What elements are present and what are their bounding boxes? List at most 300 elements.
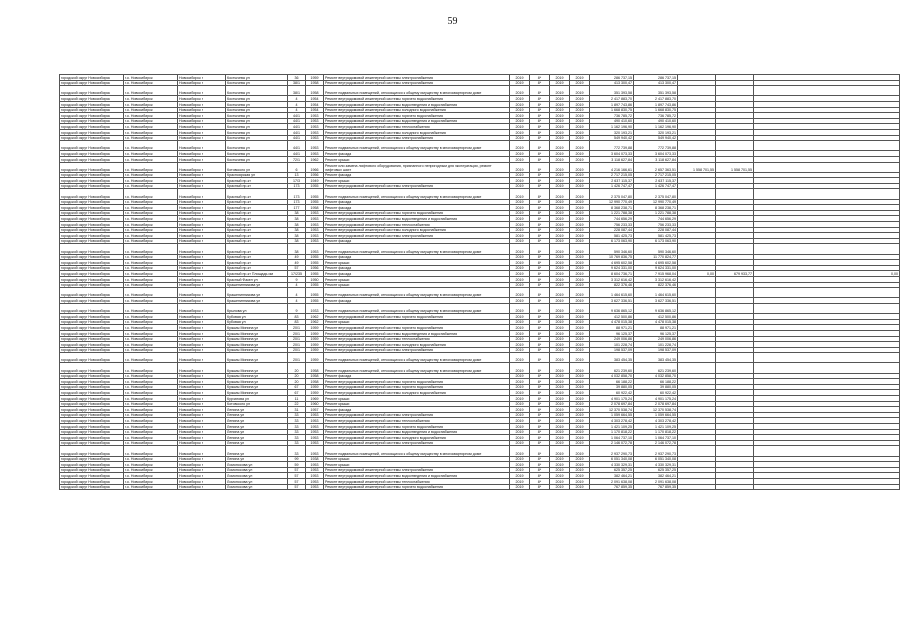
cell-other-cost [716,363,754,373]
cell-total-cost: 3 627 336,51 [590,298,634,304]
cell-total-cost: 4 032 858,70 [590,373,634,379]
cell-category: 8* [530,118,550,124]
cell-house-number: 173 [288,199,306,205]
cell-house-number: 38 [288,238,306,244]
cell-start-year: 2019 [550,244,570,254]
cell-fund-cost: 772 739,88 [634,141,678,151]
cell-locality: Новосибирск г [178,353,226,363]
cell-end-year: 2019 [570,325,590,331]
cell-locality: Новосибирск г [178,260,226,266]
cell-work-type: Ремонт внутридомовой инженерной системы водоотведения и водоснабжения [324,118,510,124]
cell-locality: Новосибирск г [178,435,226,441]
cell-end-year: 2019 [570,347,590,353]
cell-end-year: 2019 [570,118,590,124]
cell-start-year: 2019 [550,282,570,288]
cell-locality: Новосибирск г [178,319,226,325]
cell-total-cost: 249 006,86 [590,336,634,342]
cell-total-cost: 1 464 615,60 [590,288,634,298]
cell-category: 8* [530,418,550,424]
cell-note [754,86,900,96]
cell-category: 8* [530,467,550,473]
cell-locality: Новосибирск г [178,205,226,211]
cell-work-type: Ремонт внутридомовой инженерной системы теплоснабжения [324,222,510,228]
cell-start-year: 2019 [550,288,570,298]
cell-total-cost: 2 937 290,73 [590,446,634,456]
cell-municipality: городской округ Новосибирск [60,407,124,413]
cell-locality: Новосибирск г [178,478,226,484]
cell-note [754,353,900,363]
cell-category: 8* [530,156,550,162]
cell-note [754,162,900,172]
cell-municipality: городской округ Новосибирск [60,222,124,228]
cell-plan-year: 2019 [510,101,530,107]
cell-house-number: 44/1 [288,113,306,119]
cell-start-year: 2019 [550,303,570,313]
cell-urban-district: г.о. Новосибирск [124,396,178,402]
cell-start-year: 2019 [550,384,570,390]
cell-locality: Новосибирск г [178,407,226,413]
cell-work-type: Ремонт крыши [324,462,510,468]
cell-total-cost: 744 656,29 [590,216,634,222]
cell-end-year: 2019 [570,86,590,96]
cell-fund-cost: 3 604 073,33 [634,151,678,157]
cell-build-year: 1959 [306,353,324,363]
cell-urban-district: г.о. Новосибирск [124,353,178,363]
cell-municipality: городской округ Новосибирск [60,96,124,102]
cell-work-type: Ремонт подвальных помещений, относящихся к общему имуществу в многоквартирном доме [324,303,510,313]
cell-category: 8* [530,429,550,435]
cell-budget-cost [678,244,716,254]
cell-house-number: 4 [288,101,306,107]
cell-fund-cost: 744 656,29 [634,216,678,222]
cell-build-year: 1953 [306,473,324,479]
cell-build-year: 1953 [306,429,324,435]
cell-work-type: Ремонт внутридомовой инженерной системы электроснабжения [324,135,510,141]
table-row [60,363,900,373]
cell-locality: Новосибирск г [178,336,226,342]
cell-municipality: городской округ Новосибирск [60,199,124,205]
cell-work-type: Ремонт внутридомовой инженерной системы горячего водоснабжения [324,384,510,390]
cell-fund-cost: 12 370 538,74 [634,407,678,413]
cell-end-year: 2019 [570,244,590,254]
cell-street: Кузьмы Минина ул [226,363,288,373]
cell-work-type: Ремонт крыши [324,401,510,407]
cell-budget-cost [678,353,716,363]
cell-total-cost: 3 118 627,84 [590,156,634,162]
cell-work-type: Ремонт внутридомовой инженерной системы горячего водоснабжения [324,210,510,216]
cell-build-year: 1955 [306,271,324,277]
cell-house-number: 67 [288,390,306,396]
cell-street: Крашенинникова ул [226,282,288,288]
cell-locality: Новосибирск г [178,325,226,331]
cell-plan-year: 2019 [510,396,530,402]
cell-fund-cost: 4 478 015,38 [634,319,678,325]
cell-note [754,484,900,490]
cell-house-number: 44/1 [288,141,306,151]
cell-plan-year: 2019 [510,429,530,435]
cell-plan-year: 2019 [510,353,530,363]
cell-end-year: 2019 [570,124,590,130]
cell-build-year: 1958 [306,86,324,96]
cell-locality: Новосибирск г [178,80,226,86]
cell-budget-cost [678,484,716,490]
cell-urban-district: г.о. Новосибирск [124,435,178,441]
cell-other-cost: 679 933,77 [716,271,754,277]
cell-house-number: 177 [288,205,306,211]
cell-municipality: городской округ Новосибирск [60,271,124,277]
cell-locality: Новосибирск г [178,124,226,130]
cell-category: 8* [530,178,550,184]
cell-fund-cost: 625 357,25 [634,467,678,473]
cell-house-number: 20 [288,373,306,379]
cell-note [754,363,900,373]
cell-total-cost: 412 500,86 [590,314,634,320]
cell-fund-cost: 490 410,60 [634,118,678,124]
cell-municipality: городской округ Новосибирск [60,101,124,107]
cell-work-type: Ремонт внутридомовой инженерной системы водоотведения и водоснабжения [324,330,510,336]
cell-fund-cost: 1 059 664,55 [634,412,678,418]
cell-total-cost: 590 346,60 [590,244,634,254]
cell-start-year: 2019 [550,141,570,151]
cell-street: Ленина ул [226,424,288,430]
cell-house-number: 173 [288,189,306,199]
cell-total-cost: 4 901 175,24 [590,396,634,402]
cell-category: 8* [530,162,550,172]
cell-build-year: 1953 [306,418,324,424]
cell-locality: Новосибирск г [178,363,226,373]
cell-category: 8* [530,478,550,484]
cell-plan-year: 2019 [510,135,530,141]
cell-end-year: 2019 [570,314,590,320]
cell-fund-cost: 12 990 770,49 [634,199,678,205]
cell-category: 8* [530,462,550,468]
cell-total-cost: 1 668 830,75 [590,107,634,113]
cell-end-year: 2019 [570,135,590,141]
cell-category: 8* [530,396,550,402]
cell-street: Красный пр-кт [226,178,288,184]
cell-urban-district: г.о. Новосибирск [124,135,178,141]
cell-build-year: 1954 [306,107,324,113]
cell-total-cost: 6 173 063,90 [590,238,634,244]
cell-end-year: 2019 [570,129,590,135]
cell-total-cost: 2 717 215,05 [590,172,634,178]
cell-municipality: городской округ Новосибирск [60,210,124,216]
cell-house-number: 36 [288,75,306,81]
cell-end-year: 2019 [570,342,590,348]
cell-fund-cost: 736 785,72 [634,113,678,119]
cell-start-year: 2019 [550,135,570,141]
cell-fund-cost: 286 737,15 [634,75,678,81]
cell-start-year: 2019 [550,467,570,473]
cell-total-cost: 490 410,60 [590,118,634,124]
cell-total-cost: 767 859,35 [590,484,634,490]
cell-street: Красный пр-кт [226,244,288,254]
cell-locality: Новосибирск г [178,233,226,239]
cell-street: Ломоносова ул [226,473,288,479]
cell-total-cost: 351 393,58 [590,86,634,96]
cell-build-year: 1953 [306,462,324,468]
cell-locality: Новосибирск г [178,151,226,157]
cell-locality: Новосибирск г [178,162,226,172]
cell-street: Красный пр-кт [226,210,288,216]
cell-house-number: 20/1 [288,336,306,342]
cell-fund-cost: 2 717 215,05 [634,172,678,178]
cell-municipality: городской округ Новосибирск [60,205,124,211]
cell-start-year: 2019 [550,75,570,81]
cell-plan-year: 2019 [510,319,530,325]
cell-end-year: 2019 [570,254,590,260]
cell-total-cost: 8 604 736,71 [590,271,634,277]
cell-build-year: 1958 [306,205,324,211]
cell-work-type: Ремонт фасада [324,205,510,211]
cell-municipality: городской округ Новосибирск [60,478,124,484]
cell-street: Красный пр-кт [226,183,288,189]
cell-street: Красный пр-кт [226,189,288,199]
cell-build-year: 1957 [306,407,324,413]
cell-municipality: городской округ Новосибирск [60,435,124,441]
cell-urban-district: г.о. Новосибирск [124,238,178,244]
cell-category: 8* [530,319,550,325]
cell-urban-district: г.о. Новосибирск [124,118,178,124]
cell-municipality: городской округ Новосибирск [60,467,124,473]
cell-municipality: городской округ Новосибирск [60,141,124,151]
cell-urban-district: г.о. Новосибирск [124,178,178,184]
cell-end-year: 2019 [570,418,590,424]
cell-municipality: городской округ Новосибирск [60,401,124,407]
cell-plan-year: 2019 [510,178,530,184]
cell-total-cost: 4 303 278,42 [590,418,634,424]
cell-end-year: 2019 [570,484,590,490]
cell-start-year: 2019 [550,183,570,189]
cell-fund-cost: 4 901 175,24 [634,396,678,402]
cell-work-type: Ремонт внутридомовой инженерной системы горячего водоснабжения [324,379,510,385]
cell-house-number: 20/1 [288,330,306,336]
cell-start-year: 2019 [550,473,570,479]
cell-category: 8* [530,183,550,189]
cell-urban-district: г.о. Новосибирск [124,271,178,277]
cell-start-year: 2019 [550,227,570,233]
cell-urban-district: г.о. Новосибирск [124,373,178,379]
cell-total-cost: 1 064 737,10 [590,435,634,441]
cell-end-year: 2019 [570,276,590,282]
cell-street: Красный пр-кт [226,254,288,260]
cell-start-year: 2019 [550,319,570,325]
cell-municipality: городской округ Новосибирск [60,418,124,424]
cell-municipality: городской округ Новосибирск [60,440,124,446]
cell-category: 8* [530,314,550,320]
cell-urban-district: г.о. Новосибирск [124,424,178,430]
cell-fund-cost: 3 627 336,51 [634,298,678,304]
cell-urban-district: г.о. Новосибирск [124,401,178,407]
cell-build-year: 1953 [306,124,324,130]
cell-category: 8* [530,347,550,353]
cell-plan-year: 2019 [510,113,530,119]
cell-start-year: 2019 [550,260,570,266]
cell-street: Котовского ул [226,162,288,172]
cell-work-type: Ремонт внутридомовой инженерной системы теплоснабжения [324,336,510,342]
cell-locality: Новосибирск г [178,462,226,468]
cell-municipality: городской округ Новосибирск [60,80,124,86]
cell-end-year: 2019 [570,107,590,113]
cell-municipality: городской округ Новосибирск [60,238,124,244]
cell-category: 8* [530,484,550,490]
cell-urban-district: г.о. Новосибирск [124,75,178,81]
cell-plan-year: 2019 [510,244,530,254]
cell-build-year: 1958 [306,379,324,385]
cell-category: 8* [530,440,550,446]
cell-total-cost: 2 146 072,78 [590,440,634,446]
cell-street: Красный пр-кт [226,199,288,205]
cell-house-number: 44/1 [288,151,306,157]
cell-locality: Новосибирск г [178,254,226,260]
cell-work-type: Ремонт внутридомовой инженерной системы электроснабжения [324,75,510,81]
cell-plan-year: 2019 [510,435,530,441]
cell-work-type: Ремонт внутридомовой инженерной системы водоотведения и водоснабжения [324,429,510,435]
cell-house-number: 9 [288,276,306,282]
cell-category: 8* [530,363,550,373]
cell-start-year: 2019 [550,353,570,363]
cell-start-year: 2019 [550,484,570,490]
cell-locality: Новосибирск г [178,244,226,254]
cell-municipality: городской округ Новосибирск [60,75,124,81]
cell-category: 8* [530,353,550,363]
cell-street: Костычева ул [226,96,288,102]
cell-house-number: 4 [288,282,306,288]
cell-plan-year: 2019 [510,401,530,407]
cell-category: 8* [530,107,550,113]
cell-urban-district: г.о. Новосибирск [124,233,178,239]
cell-end-year: 2019 [570,101,590,107]
cell-fund-cost: 1 421 109,25 [634,424,678,430]
cell-end-year: 2019 [570,222,590,228]
cell-end-year: 2019 [570,141,590,151]
cell-locality: Новосибирск г [178,216,226,222]
cell-end-year: 2019 [570,303,590,313]
cell-work-type: Ремонт или замена лифтового оборудования, признанного непригодным для эксплуатации, ремонт лифтовых шахт [324,162,510,172]
cell-fund-cost: 1 170 818,22 [634,429,678,435]
cell-build-year: 1953 [306,129,324,135]
cell-start-year: 2019 [550,96,570,102]
cell-start-year: 2019 [550,412,570,418]
cell-street: Котовского ул [226,401,288,407]
cell-house-number: 67 [288,384,306,390]
cell-work-type: Ремонт внутридомовой инженерной системы электроснабжения [324,347,510,353]
cell-build-year: 1953 [306,113,324,119]
cell-work-type: Ремонт фасада [324,407,510,413]
cell-plan-year: 2019 [510,86,530,96]
cell-end-year: 2019 [570,260,590,266]
cell-work-type: Ремонт внутридомовой инженерной системы электроснабжения [324,183,510,189]
cell-start-year: 2019 [550,298,570,304]
cell-fund-cost: 383 454,35 [634,353,678,363]
cell-end-year: 2019 [570,210,590,216]
cell-category: 8* [530,227,550,233]
cell-category: 8* [530,244,550,254]
cell-urban-district: г.о. Новосибирск [124,124,178,130]
cell-category: 8* [530,407,550,413]
cell-locality: Новосибирск г [178,222,226,228]
cell-plan-year: 2019 [510,418,530,424]
cell-build-year: 1959 [306,336,324,342]
cell-plan-year: 2019 [510,440,530,446]
cell-start-year: 2019 [550,462,570,468]
cell-urban-district: г.о. Новосибирск [124,265,178,271]
cell-locality: Новосибирск г [178,210,226,216]
cell-work-type: Ремонт внутридомовой инженерной системы электроснабжения [324,233,510,239]
cell-category: 8* [530,456,550,462]
cell-street: Ленина ул [226,435,288,441]
cell-street: Ленина ул [226,407,288,413]
cell-category: 8* [530,412,550,418]
cell-street: Ленина ул [226,456,288,462]
cell-build-year: 1959 [306,390,324,396]
cell-municipality: городской округ Новосибирск [60,233,124,239]
cell-locality: Новосибирск г [178,303,226,313]
cell-end-year: 2019 [570,429,590,435]
cell-build-year: 1958 [306,80,324,86]
cell-house-number: 33 [288,424,306,430]
cell-fund-cost: 60 922,42 [634,390,678,396]
cell-start-year: 2019 [550,373,570,379]
cell-municipality: городской округ Новосибирск [60,446,124,456]
cell-locality: Новосибирск г [178,156,226,162]
cell-work-type: Ремонт внутридомовой инженерной системы горячего водоснабжения [324,424,510,430]
cell-plan-year: 2019 [510,172,530,178]
cell-other-cost [716,288,754,298]
cell-start-year: 2019 [550,129,570,135]
cell-build-year: 1958 [306,363,324,373]
cell-plan-year: 2019 [510,456,530,462]
cell-municipality: городской округ Новосибирск [60,384,124,390]
cell-plan-year: 2019 [510,424,530,430]
cell-end-year: 2019 [570,162,590,172]
cell-build-year: 1959 [306,342,324,348]
cell-fund-cost: 198 537,09 [634,347,678,353]
cell-plan-year: 2019 [510,330,530,336]
cell-end-year: 2019 [570,265,590,271]
cell-street: Красный пр-кт [226,233,288,239]
cell-house-number: 57 [288,265,306,271]
cell-end-year: 2019 [570,178,590,184]
cell-category: 8* [530,172,550,178]
cell-other-cost [716,244,754,254]
cell-street: Ломоносова ул [226,484,288,490]
cell-total-cost: 549 940,42 [590,135,634,141]
cell-end-year: 2019 [570,401,590,407]
cell-house-number: 20/1 [288,347,306,353]
cell-work-type: Ремонт внутридомовой инженерной системы горячего водоснабжения [324,96,510,102]
cell-municipality: городской округ Новосибирск [60,373,124,379]
cell-street: Костычева ул [226,135,288,141]
cell-plan-year: 2019 [510,276,530,282]
cell-budget-cost: 0,00 [678,271,716,277]
cell-build-year: 1956 [306,172,324,178]
cell-category: 8* [530,129,550,135]
cell-urban-district: г.о. Новосибирск [124,222,178,228]
cell-street: Кузьмы Минина ул [226,379,288,385]
cell-build-year: 1959 [306,75,324,81]
cell-urban-district: г.о. Новосибирск [124,254,178,260]
table-row [60,141,900,151]
cell-plan-year: 2019 [510,156,530,162]
cell-fund-cost: 2 091 638,08 [634,478,678,484]
cell-house-number: 44/1 [288,129,306,135]
cell-build-year: 1949 [306,178,324,184]
cell-note [754,303,900,313]
cell-budget-cost [678,189,716,199]
cell-street: Кубовая ул [226,319,288,325]
cell-category: 8* [530,260,550,266]
